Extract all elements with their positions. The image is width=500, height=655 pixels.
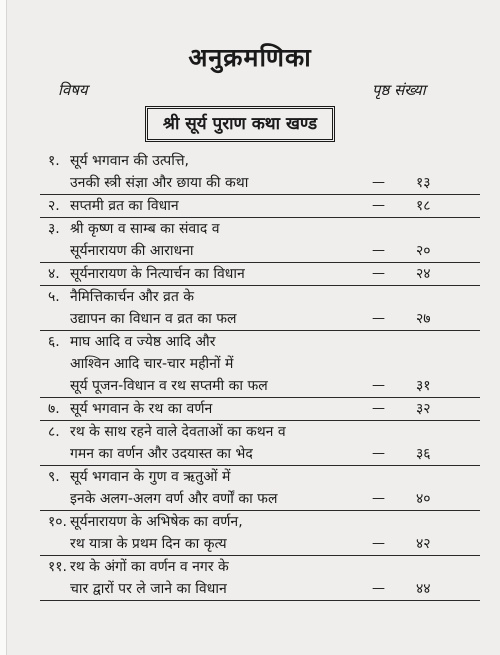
toc-entry-title: सूर्य भगवान के गुण व ऋतुओं में xyxy=(70,469,231,485)
toc-leader-dash: — xyxy=(372,266,385,281)
toc-entry-title: रथ के साथ रहने वाले देवताओं का कथन व xyxy=(70,424,286,440)
toc-page-number: २७ xyxy=(416,311,431,327)
toc-entry-line xyxy=(40,331,480,353)
toc-entry-line xyxy=(40,511,480,533)
toc-entry-line xyxy=(40,172,480,194)
toc-entry xyxy=(40,263,480,286)
toc-entry-title: सूर्य भगवान के रथ का वर्णन xyxy=(70,401,213,417)
toc-entry-title: उद्यापन का विधान व व्रत का फल xyxy=(70,311,237,327)
toc-entry-number: ५. xyxy=(48,289,60,305)
toc-entry-line xyxy=(40,218,480,240)
toc-page-number: १३ xyxy=(416,175,431,191)
toc-entry-title: सूर्यनारायण की आराधना xyxy=(70,243,194,259)
section-heading: श्री सूर्य पुराण कथा खण्ड xyxy=(145,106,335,142)
toc-entry-number: ७. xyxy=(48,401,60,417)
toc-entry-line xyxy=(40,308,480,330)
toc-leader-dash: — xyxy=(372,491,385,506)
toc-entry xyxy=(40,421,480,466)
toc-entry xyxy=(40,331,480,398)
toc-entry-line xyxy=(40,578,480,600)
toc-entry-line xyxy=(40,353,480,375)
toc-leader-dash: — xyxy=(372,536,385,551)
toc-entry-title: सप्तमी व्रत का विधान xyxy=(70,198,179,214)
page-number-column-header: पृष्ठ संख्या xyxy=(372,81,426,99)
toc-entry-title: सूर्य पूजन-विधान व रथ सप्तमी का फल xyxy=(70,378,268,394)
toc-page-number: ४४ xyxy=(416,581,431,597)
toc-entry xyxy=(40,150,480,195)
toc-entry-line xyxy=(40,150,480,172)
toc-entry-line xyxy=(40,488,480,510)
toc-entry-number: १०. xyxy=(48,514,68,530)
toc-entry-number: ३. xyxy=(48,221,60,237)
toc-leader-dash: — xyxy=(372,581,385,596)
toc-entry-number: २. xyxy=(48,198,60,214)
toc-entry-line xyxy=(40,421,480,443)
toc-leader-dash: — xyxy=(372,378,385,393)
toc-leader-dash: — xyxy=(372,243,385,258)
toc-page-number: ४० xyxy=(416,491,431,507)
toc-entry-title: रथ के अंगों का वर्णन व नगर के xyxy=(70,559,229,575)
toc-entry-number: ६. xyxy=(48,334,60,350)
toc-entry-title: सूर्य भगवान की उत्पत्ति, xyxy=(70,153,189,169)
toc-entry xyxy=(40,286,480,331)
toc-entry xyxy=(40,398,480,421)
toc-entry-title: चार द्वारों पर ले जाने का विधान xyxy=(70,581,227,597)
toc-page-number: ३१ xyxy=(416,378,431,394)
toc-leader-dash: — xyxy=(372,311,385,326)
toc-entry-line xyxy=(40,195,480,217)
toc-entry xyxy=(40,218,480,263)
toc-page-number: ४२ xyxy=(416,536,431,552)
toc-entry xyxy=(40,195,480,218)
toc-leader-dash: — xyxy=(372,401,385,416)
toc-page-number: १८ xyxy=(416,198,431,214)
toc-entry-line xyxy=(40,443,480,465)
toc-entry-line xyxy=(40,556,480,578)
toc-leader-dash: — xyxy=(372,198,385,213)
toc-entry-line xyxy=(40,286,480,308)
subject-column-header: विषय xyxy=(58,81,88,99)
toc-entry-title: गमन का वर्णन और उदयास्त का भेद xyxy=(70,446,253,462)
toc-entry-number: ११. xyxy=(48,559,68,575)
toc-page-number: ३२ xyxy=(416,401,431,417)
toc-entry-number: ४. xyxy=(48,266,60,282)
toc-entry-number: ८. xyxy=(48,424,60,440)
toc-entry-title: सूर्यनारायण के अभिषेक का वर्णन, xyxy=(70,514,243,530)
page-title: अनुक्रमणिका xyxy=(188,43,312,72)
toc-page-number: २४ xyxy=(416,266,431,282)
toc-entry-line xyxy=(40,533,480,555)
toc-entry-title: माघ आदि व ज्येष्ठ आदि और xyxy=(70,334,216,350)
toc-entry-title: नैमित्तिकार्चन और व्रत के xyxy=(70,289,195,305)
toc-entry xyxy=(40,511,480,556)
toc-entry-title: सूर्यनारायण के नित्यार्चन का विधान xyxy=(70,266,245,282)
toc-entry-line xyxy=(40,263,480,285)
toc-entry-line xyxy=(40,398,480,420)
toc-entry-title: आश्विन आदि चार-चार महीनों में xyxy=(70,356,234,372)
toc-entry xyxy=(40,466,480,511)
toc-entry-line xyxy=(40,466,480,488)
toc-entry-number: १. xyxy=(48,153,60,169)
toc-entry xyxy=(40,556,480,601)
toc-entry-line xyxy=(40,240,480,262)
toc-entry-title: उनकी स्त्री संज्ञा और छाया की कथा xyxy=(70,175,249,191)
toc-entry-number: ९. xyxy=(48,469,60,485)
toc-leader-dash: — xyxy=(372,446,385,461)
toc-entry-line xyxy=(40,375,480,397)
toc-entry-title: रथ यात्रा के प्रथम दिन का कृत्य xyxy=(70,536,227,552)
table-of-contents xyxy=(0,150,500,601)
toc-leader-dash: — xyxy=(372,175,385,190)
toc-entry-title: श्री कृष्ण व साम्ब का संवाद व xyxy=(70,221,220,237)
toc-page-number: २० xyxy=(416,243,431,259)
toc-entry-title: इनके अलग-अलग वर्ण और वर्णों का फल xyxy=(70,491,278,507)
toc-page-number: ३६ xyxy=(416,446,431,462)
